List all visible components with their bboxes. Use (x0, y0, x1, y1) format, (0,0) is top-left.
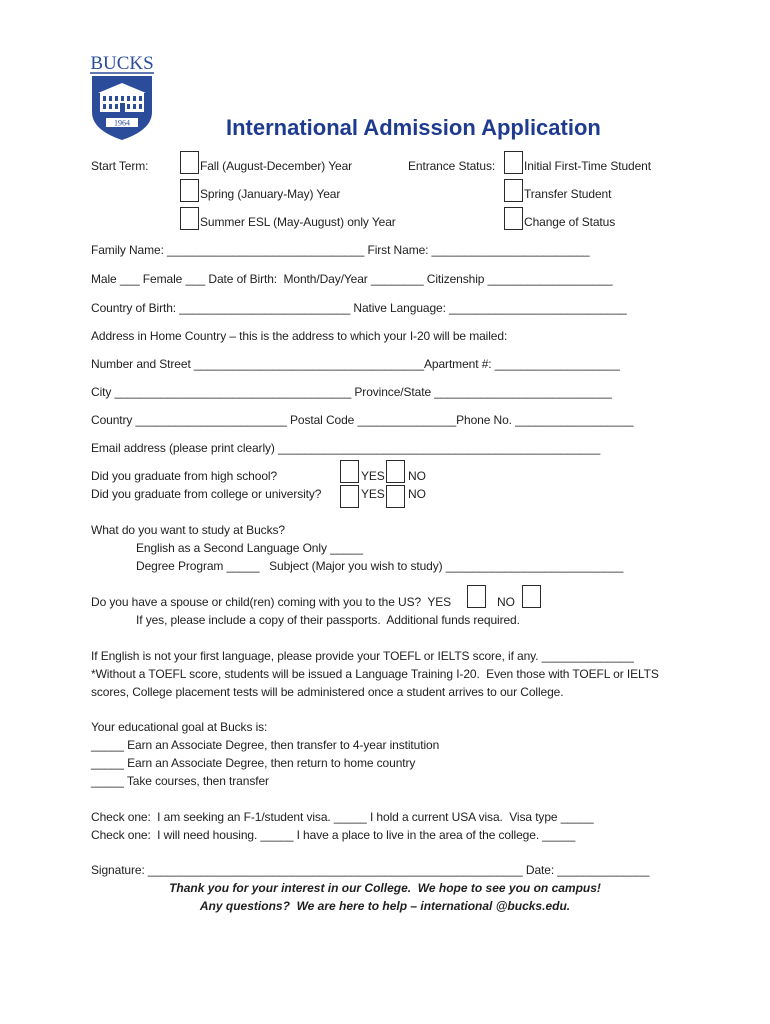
signature-date-line[interactable]: Signature: _________________________________________________________ Date: ______________ (91, 863, 650, 877)
logo-seal-year: 1964 (114, 118, 130, 128)
logo-wordmark: BUCKS (90, 53, 154, 74)
study-question: What do you want to study at Bucks? (91, 523, 285, 537)
entrance-status-label: Entrance Status: (408, 159, 496, 173)
spouse-yes-checkbox[interactable] (467, 585, 486, 608)
family-name-line[interactable]: Family Name: ______________________________ First Name: ________________________ (91, 243, 590, 257)
city-line[interactable]: City ____________________________________ Province/State ___________________________ (91, 385, 612, 399)
spouse-note: If yes, please include a copy of their passports. Additional funds required. (136, 613, 520, 627)
spring-term-checkbox[interactable] (180, 179, 199, 202)
spring-term-label: Spring (January-May) Year (200, 187, 341, 201)
college-yes-label: YES (361, 487, 385, 501)
toefl-note-1: *Without a TOEFL score, students will be issued a Language Training I-20. Even those with TOEFL or IELTS (91, 667, 659, 681)
high-school-question: Did you graduate from high school? (91, 469, 278, 483)
contact-note: Any questions? We are here to help – international @bucks.edu. (199, 899, 571, 913)
goal-option-transfer[interactable]: _____ Earn an Associate Degree, then transfer to 4-year institution (91, 738, 440, 752)
fall-term-label: Fall (August-December) Year (200, 159, 353, 173)
high-school-no-checkbox[interactable] (386, 460, 405, 483)
page-title: International Admission Application (226, 115, 601, 140)
spouse-no-checkbox[interactable] (522, 585, 541, 608)
degree-program-line[interactable]: Degree Program _____ Subject (Major you wish to study) ___________________________ (136, 559, 624, 573)
summer-esl-checkbox[interactable] (180, 207, 199, 230)
goal-intro: Your educational goal at Bucks is: (91, 720, 268, 734)
fall-term-checkbox[interactable] (180, 151, 199, 174)
spouse-no-label: NO (497, 595, 515, 609)
start-term-label: Start Term: (91, 159, 149, 173)
transfer-student-label: Transfer Student (524, 187, 612, 201)
visa-check-line[interactable]: Check one: I am seeking an F-1/student visa. _____ I hold a current USA visa. Visa type _____ (91, 810, 594, 824)
high-school-no-label: NO (408, 469, 426, 483)
sex-dob-citizenship-line[interactable]: Male ___ Female ___ Date of Birth: Month/Day/Year ________ Citizenship ___________________ (91, 272, 613, 286)
college-yes-checkbox[interactable] (340, 485, 359, 508)
goal-option-courses[interactable]: _____ Take courses, then transfer (91, 774, 269, 788)
toefl-score-line[interactable]: If English is not your first language, please provide your TOEFL or IELTS score, if any. ______________ (91, 649, 634, 663)
college-question: Did you graduate from college or university? (91, 487, 322, 501)
goal-option-return-home[interactable]: _____ Earn an Associate Degree, then return to home country (91, 756, 416, 770)
summer-esl-label: Summer ESL (May-August) only Year (200, 215, 396, 229)
country-of-birth-line[interactable]: Country of Birth: __________________________ Native Language: ___________________________ (91, 301, 627, 315)
change-of-status-label: Change of Status (524, 215, 616, 229)
thank-you-note: Thank you for your interest in our College. We hope to see you on campus! (169, 881, 601, 895)
first-time-student-checkbox[interactable] (504, 151, 523, 174)
toefl-note-2: scores, College placement tests will be administered once a student arrives to our College. (91, 685, 564, 699)
transfer-student-checkbox[interactable] (504, 179, 523, 202)
country-postal-phone-line[interactable]: Country _______________________ Postal Code _______________Phone No. __________________ (91, 413, 634, 427)
esl-option-line[interactable]: English as a Second Language Only _____ (136, 541, 363, 555)
address-intro: Address in Home Country – this is the address to which your I-20 will be mailed: (91, 329, 508, 343)
change-of-status-checkbox[interactable] (504, 207, 523, 230)
high-school-yes-checkbox[interactable] (340, 460, 359, 483)
college-no-label: NO (408, 487, 426, 501)
college-no-checkbox[interactable] (386, 485, 405, 508)
street-line[interactable]: Number and Street ___________________________________Apartment #: ___________________ (91, 357, 620, 371)
high-school-yes-label: YES (361, 469, 385, 483)
spouse-question: Do you have a spouse or child(ren) coming with you to the US? YES (91, 595, 452, 609)
first-time-student-label: Initial First-Time Student (524, 159, 651, 173)
housing-check-line[interactable]: Check one: I will need housing. _____ I have a place to live in the area of the college. _____ (91, 828, 576, 842)
email-line[interactable]: Email address (please print clearly) _________________________________________________ (91, 441, 601, 455)
bucks-logo (86, 50, 158, 142)
